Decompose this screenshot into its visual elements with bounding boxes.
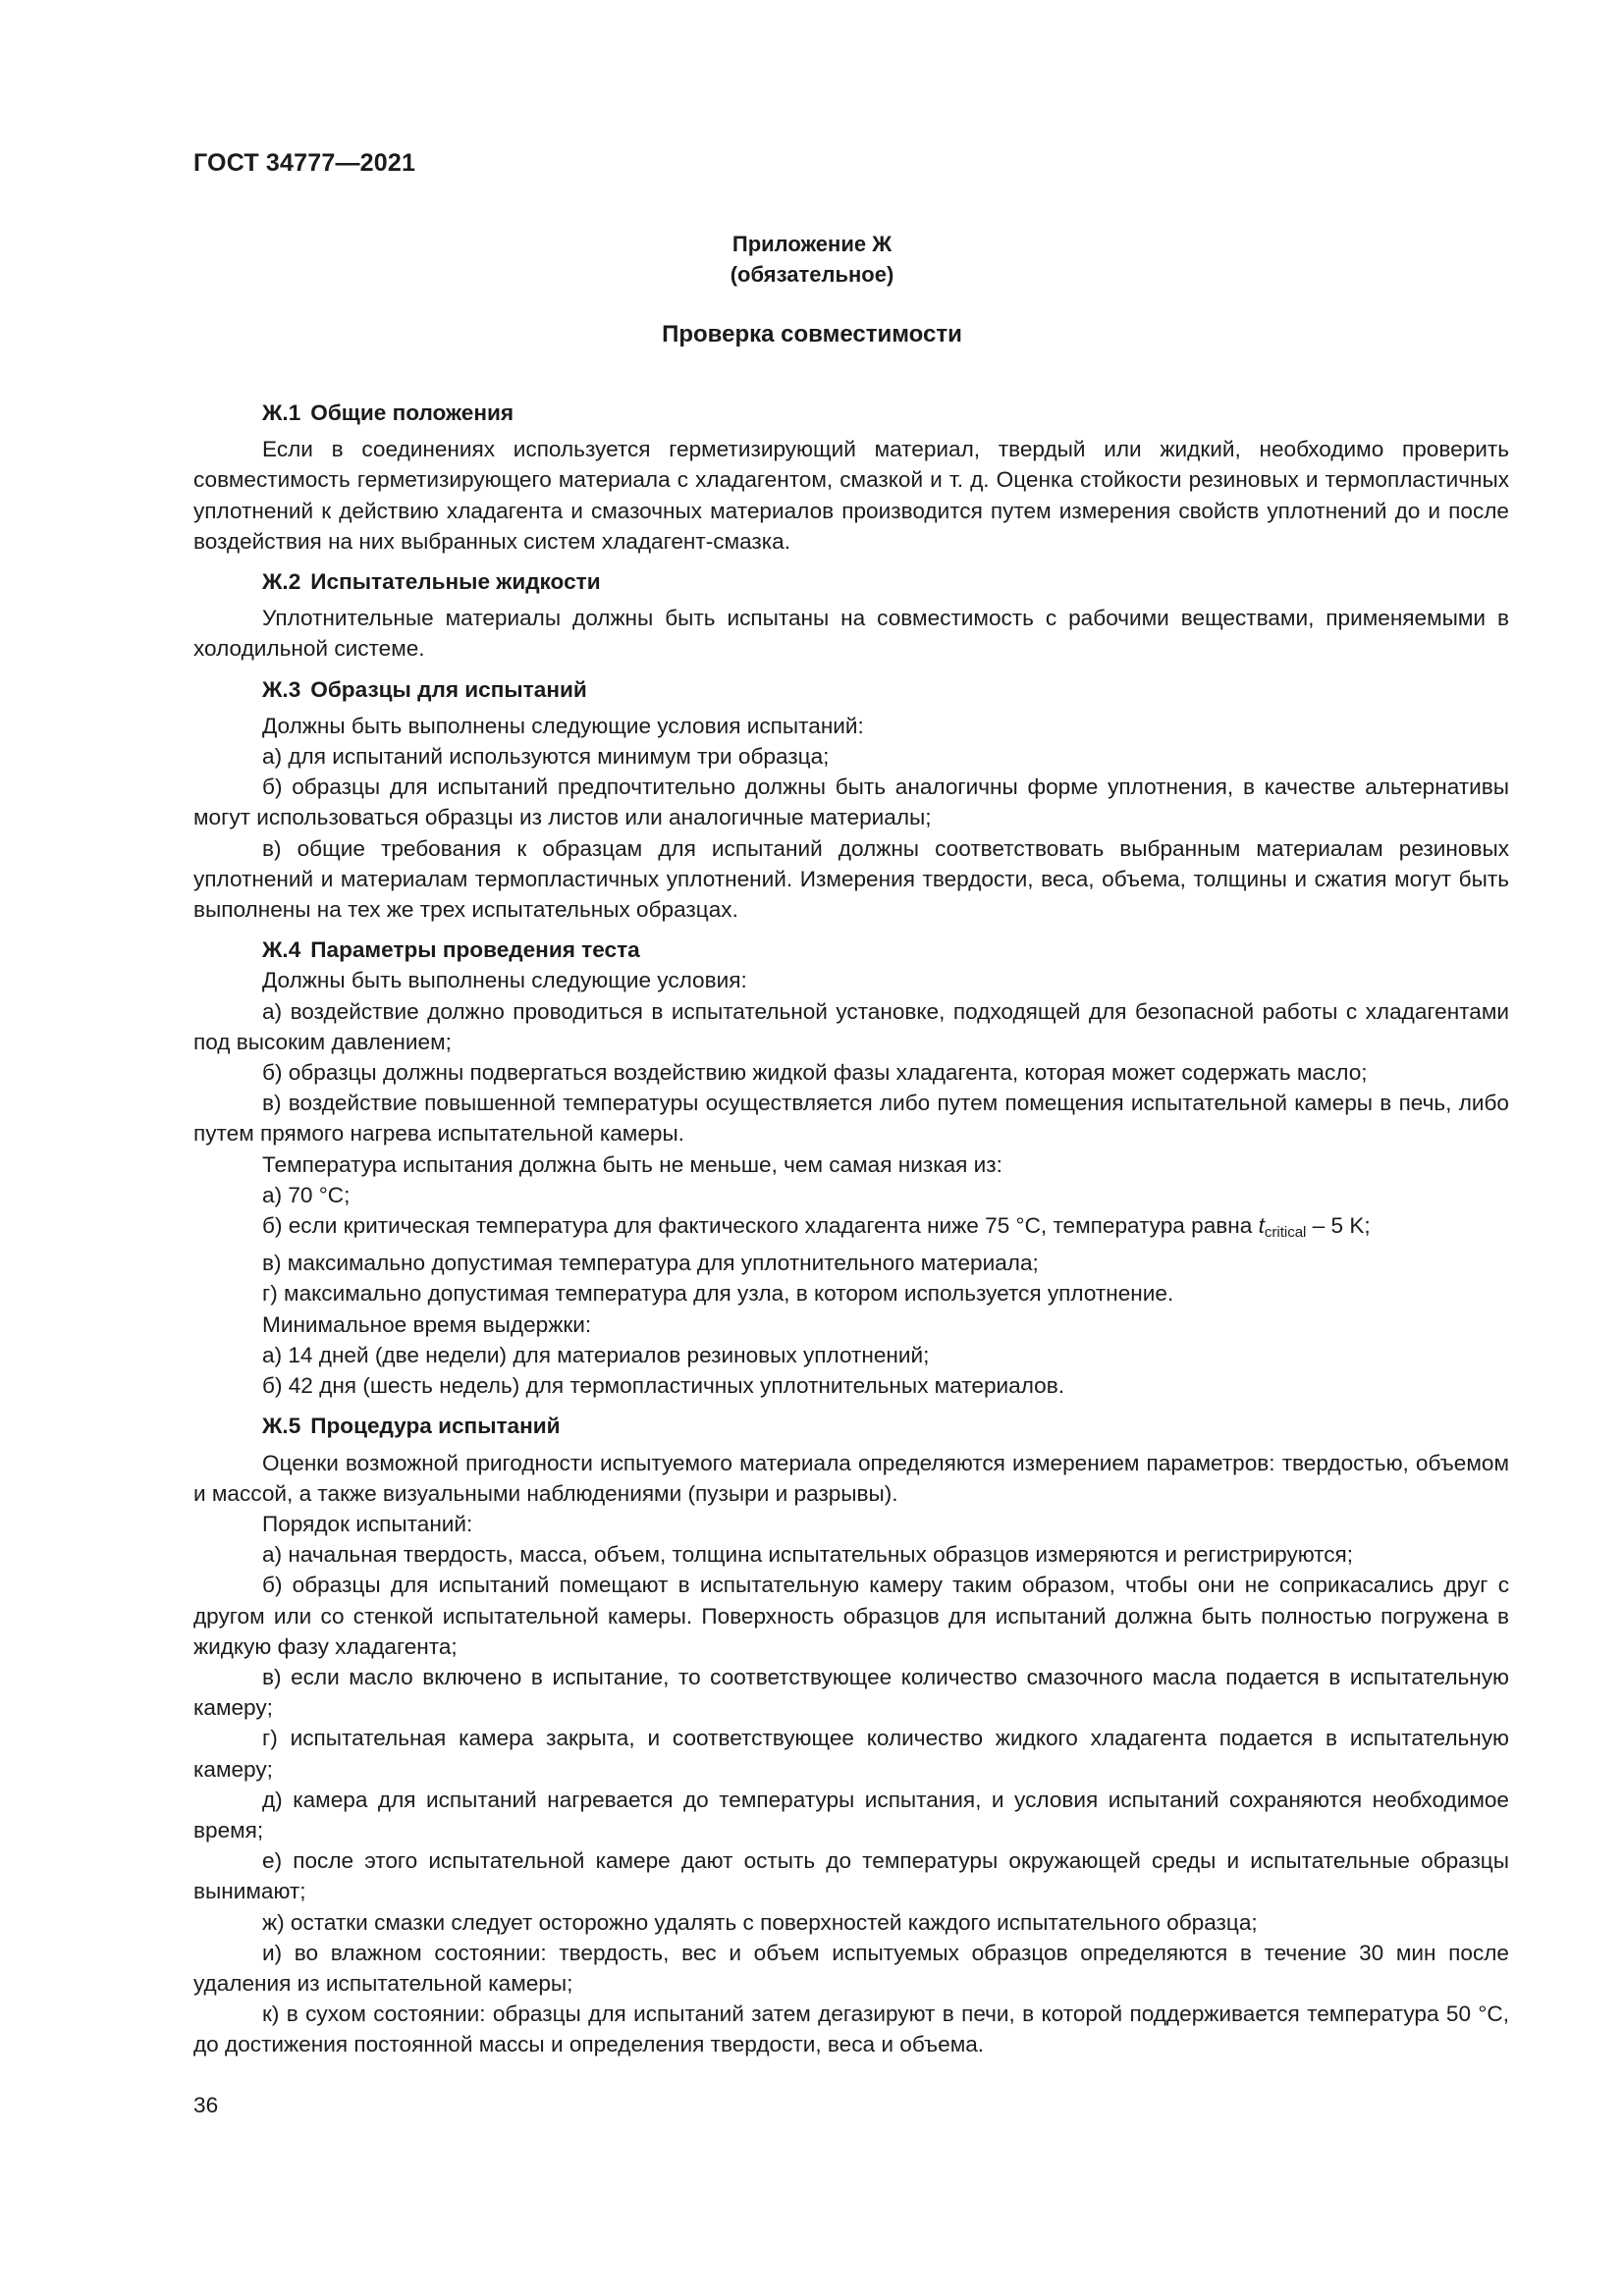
section-title: Испытательные жидкости (310, 569, 601, 595)
section-heading-zh5 (193, 1411, 1509, 1441)
list-item: а) воздействие должно проводиться в испытательной установке, подходящей для безопасной работы с хладагентами под высоким давлением; (193, 998, 1509, 1054)
list-item: е) после этого испытательной камере дают остыть до температуры окружающей среды и испытательные образцы вынимают; (193, 1848, 1509, 1904)
section-title: Общие положения (310, 400, 514, 425)
list-item: б) образцы должны подвергаться воздействию жидкой фазы хладагента, которая может содержать масло; (262, 1060, 1368, 1086)
list-item: а) 70 °C; (262, 1182, 351, 1207)
section-number: Ж.5 (262, 1414, 301, 1439)
list-item: б) 42 дня (шесть недель) для термопластичных уплотнительных материалов. (262, 1373, 1064, 1399)
paragraph: Уплотнительные материалы должны быть испытаны на совместимость с рабочими веществами, применяемыми в холодильной системе. (193, 606, 1509, 662)
section-number: Ж.3 (262, 676, 301, 702)
list-item: к) в сухом состоянии: образцы для испытаний затем дегазируют в печи, в которой поддерживается температура 50 °C, до достижения постоянной массы и определения твердости, веса и объема. (193, 2002, 1509, 2057)
section-title: Процедура испытаний (310, 1414, 561, 1439)
section-heading-zh1 (193, 398, 1509, 428)
list-item: а) 14 дней (две недели) для материалов резиновых уплотнений; (262, 1342, 930, 1367)
annex-title: Приложение Ж (731, 232, 893, 256)
paragraph: Минимальное время выдержки: (262, 1311, 592, 1337)
section-heading-zh2 (193, 566, 1509, 597)
list-item-critical-temperature (193, 1210, 1509, 1248)
list-item: ж) остатки смазки следует осторожно удалять с поверхностей каждого испытательного образца; (262, 1909, 1258, 1935)
list-item: в) если масло включено в испытание, то соответствующее количество смазочного масла подается в испытательную камеру; (193, 1664, 1509, 1721)
paragraph: Если в соединениях используется герметизирующий материал, твердый или жидкий, необходимо проверить совместимость герметизирующего материала с хладагентом, смазкой и т. д. Оценка стойкости резиновых и термопластичных уплотнений к действию хладагента и смазочных материалов производится путем измерения свойств уплотнений до и после воздействия на них выбранных систем хладагент-смазка. (193, 437, 1509, 554)
list-item: в) максимально допустимая температура для уплотнительного материала; (262, 1251, 1039, 1276)
list-item: д) камера для испытаний нагревается до температуры испытания, и условия испытаний сохраняются необходимое время; (193, 1787, 1509, 1842)
list-item: в) общие требования к образцам для испытаний должны соответствовать выбранным материалам резиновых уплотнений и материалам термопластичных уплотнений. Измерения твердости, веса, объема, толщины и сжатия могут быть выполнены на тех же трех испытательных образцах. (193, 835, 1509, 923)
paragraph: Температура испытания должна быть не меньше, чем самая низкая из: (262, 1151, 1002, 1177)
paragraph: Должны быть выполнены следующие условия испытаний: (262, 713, 864, 738)
text-run: б) если критическая температура для фактического хладагента ниже 75 °C, температура равна (262, 1213, 1259, 1239)
section-number: Ж.2 (262, 569, 301, 595)
list-item: а) начальная твердость, масса, объем, толщина испытательных образцов измеряются и регистрируются; (262, 1542, 1354, 1568)
paragraph: Оценки возможной пригодности испытуемого материала определяются измерением параметров: твердостью, объемом и массой, а также визуальными наблюдениями (пузыри и разрывы). (193, 1450, 1509, 1506)
text-run: – 5 K; (1306, 1213, 1371, 1239)
subscript-critical: critical (1264, 1224, 1307, 1242)
section-number: Ж.1 (262, 400, 301, 425)
section-heading-zh3 (193, 674, 1509, 705)
list-item: а) для испытаний используются минимум три образца; (262, 744, 830, 770)
list-item: б) образцы для испытаний предпочтительно должны быть аналогичны форме уплотнения, в качестве альтернативы могут использоваться образцы из листов или аналогичные материалы; (193, 774, 1509, 830)
page-number: 36 (193, 2093, 219, 2117)
section-number: Ж.4 (262, 937, 301, 963)
paragraph: Порядок испытаний: (262, 1511, 473, 1536)
document-body (193, 398, 1509, 2060)
variable-t: t (1258, 1213, 1265, 1239)
list-item: в) воздействие повышенной температуры осуществляется либо путем помещения испытательной камеры в печь, либо путем прямого нагрева испытательной камеры. (193, 1091, 1509, 1147)
list-item: б) образцы для испытаний помещают в испытательную камеру таким образом, чтобы они не соприкасались друг с другом или со стенкой испытательной камеры. Поверхность образцов для испытаний должна быть полностью погружена в жидкую фазу хладагента; (193, 1573, 1509, 1659)
paragraph: Должны быть выполнены следующие условия: (262, 968, 747, 993)
annex-status: (обязательное) (730, 262, 894, 287)
section-title: Образцы для испытаний (310, 676, 587, 702)
annex-main-title: Проверка совместимости (662, 321, 962, 347)
list-item: г) испытательная камера закрыта, и соответствующее количество жидкого хладагента подается в испытательную камеру; (193, 1726, 1509, 1782)
document-code: ГОСТ 34777—2021 (193, 149, 416, 177)
list-item: и) во влажном состоянии: твердость, вес и объем испытуемых образцов определяются в течение 30 мин после удаления из испытательной камеры; (193, 1940, 1509, 1996)
section-heading-zh4 (193, 934, 1509, 965)
section-title: Параметры проведения теста (310, 937, 640, 963)
list-item: г) максимально допустимая температура для узла, в котором используется уплотнение. (262, 1281, 1174, 1307)
